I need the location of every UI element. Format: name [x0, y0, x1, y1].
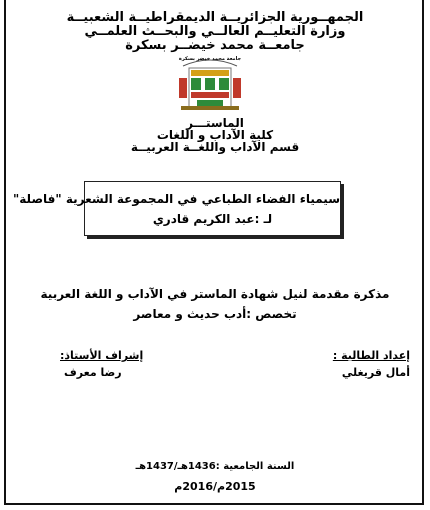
academic-year-hijri: السنة الجامعية :1436هـ/1437هـ: [135, 461, 295, 472]
thesis-author: لـ :عبد الكريم قادري: [152, 212, 273, 226]
memo-purpose: مذكرة مقدمة لنيل شهادة الماستر في الآداب و اللغة العربية: [40, 287, 390, 301]
department-name: قسم الآداب واللغــة العربيــة: [130, 140, 300, 154]
masters-label: الماستـــر: [186, 116, 244, 130]
student-name: أمال قريغلي: [341, 366, 410, 379]
ministry-header: وزارة التعليــم العالــي والبحــث العلمــي: [84, 24, 346, 39]
logo-caption: جامعة محمد خيضر بسكرة: [178, 56, 242, 62]
university-logo: [177, 56, 243, 114]
university-logo-graphic: [177, 56, 243, 114]
supervisor-name: رضا معرف: [64, 366, 122, 379]
university-header: جامعــة محمد خيضــر بسكرة: [125, 38, 305, 53]
academic-year-gregorian: 2015م/2016م: [174, 480, 256, 493]
faculty-name: كلية الآداب و اللغات: [156, 128, 274, 142]
memo-specialty: تخصص :أدب حديث و معاصر: [133, 307, 297, 321]
republic-header: الجمهــورية الجزائريــة الديمقراطيــة الشعبيــة: [66, 10, 364, 25]
thesis-title: سيمياء الفضاء الطباعي في المجموعة الشعرية "فاصلة": [13, 192, 340, 206]
prepared-by-label: إعداد الطالبة :: [332, 349, 410, 362]
supervisor-label: إشراف الأستاذ:: [60, 349, 144, 362]
thesis-title-box: [13, 181, 341, 236]
